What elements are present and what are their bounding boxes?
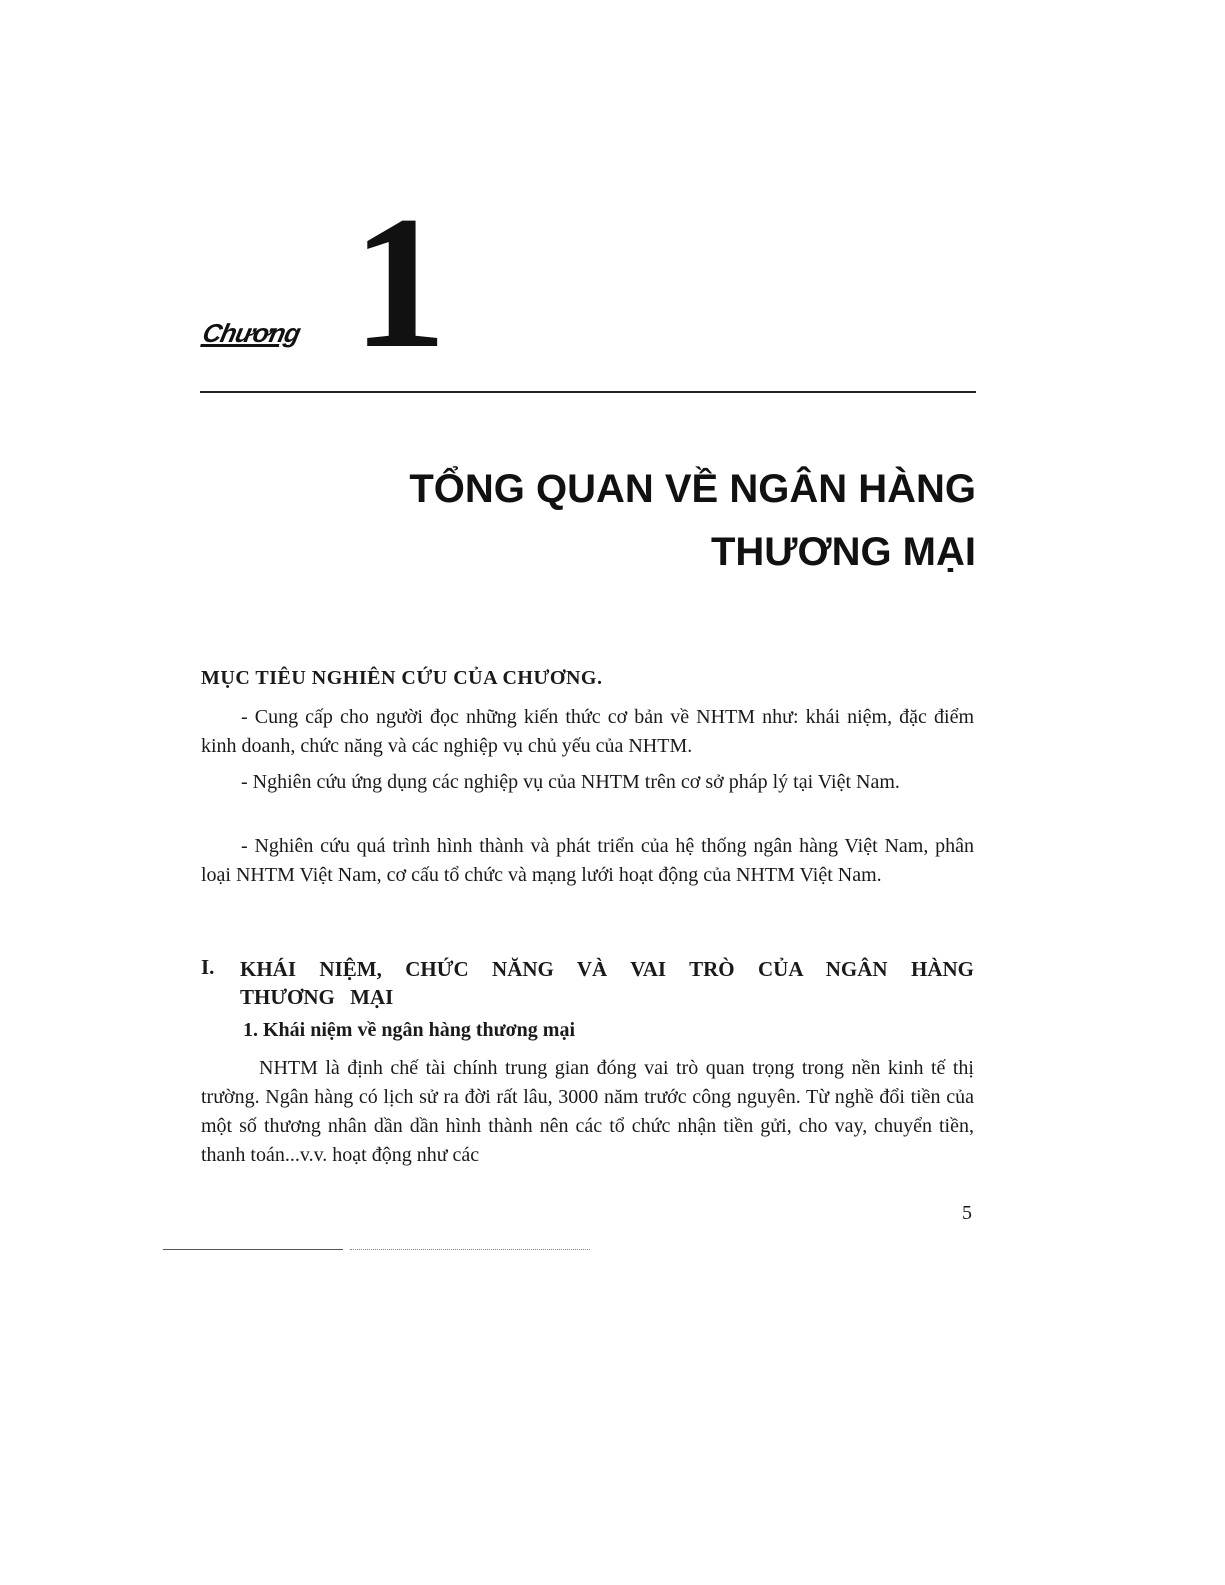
objective-item-1: - Cung cấp cho người đọc những kiến thức cơ bản về NHTM như: khái niệm, đặc điểm kinh doanh, chức năng và các nghiệp vụ chủ yếu của NHTM. (201, 706, 974, 757)
page-number: 5 (962, 1202, 972, 1224)
objective-item-2: - Nghiên cứu ứng dụng các nghiệp vụ của NHTM trên cơ sở pháp lý tại Việt Nam. (241, 771, 900, 793)
chapter-divider (200, 391, 976, 393)
chapter-label: Chương (199, 318, 303, 348)
chapter-title-line-1: TỔNG QUAN VỀ NGÂN HÀNG (409, 467, 976, 511)
body-paragraph: NHTM là định chế tài chính trung gian đóng vai trò quan trọng trong nền kinh tế thị trường. Ngân hàng có lịch sử ra đời rất lâu, 3000 năm trước công nguyên. Từ nghề đổi tiền của một số thương nhân dần dần hình thành nên các tổ chức nhận tiền gửi, cho vay, chuyển tiền, thanh toán...v.v. hoạt động như các (201, 1057, 974, 1166)
chapter-title (280, 458, 976, 584)
chapter-title-line-2: THƯƠNG MẠI (710, 530, 976, 574)
footer-rule-dotted (350, 1249, 590, 1250)
section-number: I. (201, 955, 215, 979)
objective-item-3: - Nghiên cứu quá trình hình thành và phát triển của hệ thống ngân hàng Việt Nam, phân loại NHTM Việt Nam, cơ cấu tổ chức và mạng lưới hoạt động của NHTM Việt Nam. (201, 835, 974, 886)
footer-rule (163, 1249, 343, 1250)
objectives-heading: MỤC TIÊU NGHIÊN CỨU CỦA CHƯƠNG. (201, 667, 603, 689)
subsection-heading: 1. Khái niệm về ngân hàng thương mại (243, 1019, 576, 1041)
section-heading: KHÁI NIỆM, CHỨC NĂNG VÀ VAI TRÒ CỦA NGÂN HÀNG THƯƠNG MẠI (240, 957, 974, 1009)
chapter-number: 1 (352, 178, 447, 388)
